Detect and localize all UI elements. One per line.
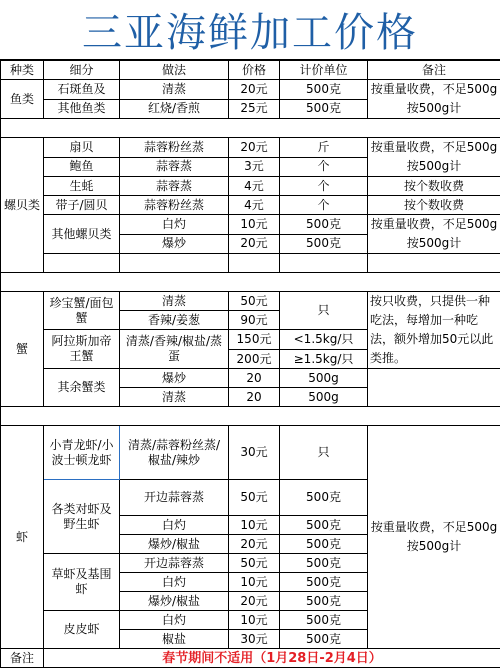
cell-unit: 个 — [280, 196, 368, 215]
cell-method: 清蒸 — [120, 388, 229, 407]
cell-method: 清蒸 — [120, 292, 229, 311]
cell-method: 白灼 — [120, 573, 229, 592]
cell-price: 20 — [229, 388, 280, 407]
cell-unit: 只 — [280, 426, 368, 480]
cell-method: 清蒸/香辣/椒盐/蒸蛋 — [120, 330, 229, 369]
table-row — [1, 254, 500, 273]
cell-price: 50元 — [229, 292, 280, 311]
cell-unit: 500克 — [280, 234, 368, 254]
page-title: 三亚海鲜加工价格 — [0, 0, 500, 60]
table-row — [1, 196, 500, 215]
cell-method: 爆炒/椒盐 — [120, 592, 229, 611]
cell-price: 10元 — [229, 611, 280, 630]
cell-unit: 个 — [280, 157, 368, 177]
cell-price: 4元 — [229, 196, 280, 215]
cell-sub: 扇贝 — [44, 138, 120, 158]
kind-shrimp: 虾 — [1, 426, 44, 649]
cell-method: 爆炒/椒盐 — [120, 535, 229, 554]
cell-unit: 500克 — [280, 573, 368, 592]
spacer-row — [1, 119, 500, 138]
cell-empty — [120, 254, 229, 273]
cell-price: 50元 — [229, 480, 280, 516]
cell-price: 4元 — [229, 177, 280, 196]
cell-empty — [44, 254, 120, 273]
cell-method: 爆炒 — [120, 369, 229, 388]
cell-method: 香辣/姜葱 — [120, 311, 229, 330]
table-row — [1, 177, 500, 196]
cell-price: 20元 — [229, 138, 280, 158]
header-row — [1, 61, 500, 80]
note-shell-1: 按重量收费，不足500g按500g计 — [368, 138, 500, 177]
cell-empty — [280, 254, 368, 273]
cell-unit: 个 — [280, 177, 368, 196]
table-row — [1, 80, 500, 100]
cell-method: 蒜蓉蒸 — [120, 177, 229, 196]
cell-unit: 500克 — [280, 630, 368, 649]
kind-crab: 蟹 — [1, 292, 44, 407]
price-table — [0, 60, 500, 668]
cell-unit: 500克 — [280, 480, 368, 516]
cell-price: 10元 — [229, 573, 280, 592]
header-unit: 计价单位 — [280, 61, 368, 80]
table-row — [1, 292, 500, 311]
cell-unit: 500克 — [280, 516, 368, 535]
spacer — [1, 119, 500, 138]
cell-price: 10元 — [229, 215, 280, 235]
header-method: 做法 — [120, 61, 229, 80]
cell-method: 清蒸 — [120, 80, 229, 100]
cell-unit: 500克 — [280, 554, 368, 573]
cell-empty — [368, 369, 500, 407]
cell-price: 200元 — [229, 350, 280, 369]
cell-unit: 500克 — [280, 215, 368, 235]
footer-row — [1, 649, 500, 668]
cell-price: 20 — [229, 369, 280, 388]
cell-unit: 500g — [280, 388, 368, 407]
cell-empty — [368, 254, 500, 273]
spacer-row — [1, 407, 500, 426]
header-price: 价格 — [229, 61, 280, 80]
footer-label: 备注 — [1, 649, 44, 668]
footer-text: 春节期间不适用（1月28日-2月4日） — [44, 649, 500, 668]
cell-sub: 带子/圆贝 — [44, 196, 120, 215]
cell-method: 开边蒜蓉蒸 — [120, 480, 229, 516]
cell-unit: 斤 — [280, 138, 368, 158]
cell-method: 蒜蓉粉丝蒸 — [120, 196, 229, 215]
cell-unit: <1.5kg/只 — [280, 330, 368, 350]
cell-sub: 石斑鱼及 — [44, 80, 120, 100]
cell-unit: 500g — [280, 369, 368, 388]
cell-price: 20元 — [229, 535, 280, 554]
spacer — [1, 407, 500, 426]
table-row — [1, 426, 500, 480]
cell-method: 蒜蓉粉丝蒸 — [120, 138, 229, 158]
cell-price: 20元 — [229, 592, 280, 611]
cell-unit: 500克 — [280, 535, 368, 554]
cell-sub: 鲍鱼 — [44, 157, 120, 177]
table-row — [1, 369, 500, 388]
cell-method: 清蒸/蒜蓉粉丝蒸/椒盐/辣炒 — [120, 426, 229, 480]
note-shell-3: 按个数收费 — [368, 196, 500, 215]
cell-unit: 500克 — [280, 80, 368, 100]
cell-method: 椒盐 — [120, 630, 229, 649]
cell-unit: 500克 — [280, 592, 368, 611]
cell-sub: 小青龙虾/小波士顿龙虾 — [44, 426, 120, 480]
cell-method: 白灼 — [120, 516, 229, 535]
cell-sub: 珍宝蟹/面包蟹 — [44, 292, 120, 330]
spacer-row — [1, 273, 500, 292]
cell-price: 3元 — [229, 157, 280, 177]
cell-unit: 500克 — [280, 99, 368, 119]
cell-price: 30元 — [229, 630, 280, 649]
cell-sub: 阿拉斯加帝王蟹 — [44, 330, 120, 369]
cell-unit: 只 — [280, 292, 368, 330]
cell-sub: 其余蟹类 — [44, 369, 120, 407]
cell-unit: 500克 — [280, 611, 368, 630]
cell-method: 红烧/香煎 — [120, 99, 229, 119]
cell-price: 20元 — [229, 80, 280, 100]
cell-price: 90元 — [229, 311, 280, 330]
cell-price: 150元 — [229, 330, 280, 350]
cell-price: 25元 — [229, 99, 280, 119]
note-shell-4: 按重量收费，不足500g按500g计 — [368, 215, 500, 254]
kind-fish: 鱼类 — [1, 80, 44, 119]
note-crab: 按只收费，只提供一种吃法，每增加一种吃法，额外增加50元以此类推。 — [368, 292, 500, 369]
header-sub: 细分 — [44, 61, 120, 80]
table-row — [1, 215, 500, 235]
cell-empty — [229, 254, 280, 273]
cell-method: 白灼 — [120, 215, 229, 235]
cell-method: 开边蒜蓉蒸 — [120, 554, 229, 573]
cell-price: 30元 — [229, 426, 280, 480]
cell-method: 爆炒 — [120, 234, 229, 254]
cell-unit: ≥1.5kg/只 — [280, 350, 368, 369]
cell-sub: 皮皮虾 — [44, 611, 120, 649]
cell-price: 10元 — [229, 516, 280, 535]
cell-price: 20元 — [229, 234, 280, 254]
table-row — [1, 138, 500, 158]
cell-price: 50元 — [229, 554, 280, 573]
header-kind: 种类 — [1, 61, 44, 80]
cell-method: 白灼 — [120, 611, 229, 630]
cell-sub: 草虾及基围虾 — [44, 554, 120, 611]
spacer — [1, 273, 500, 292]
cell-method: 蒜蓉蒸 — [120, 157, 229, 177]
kind-shell: 螺贝类 — [1, 138, 44, 273]
cell-sub: 生蚝 — [44, 177, 120, 196]
header-note: 备注 — [368, 61, 500, 80]
note-shrimp: 按重量收费，不足500g按500g计 — [368, 426, 500, 649]
cell-sub: 其他螺贝类 — [44, 215, 120, 254]
note-shell-2: 按个数收费 — [368, 177, 500, 196]
cell-sub: 各类对虾及野生虾 — [44, 480, 120, 554]
note-fish: 按重量收费，不足500g按500g计 — [368, 80, 500, 119]
cell-sub: 其他鱼类 — [44, 99, 120, 119]
